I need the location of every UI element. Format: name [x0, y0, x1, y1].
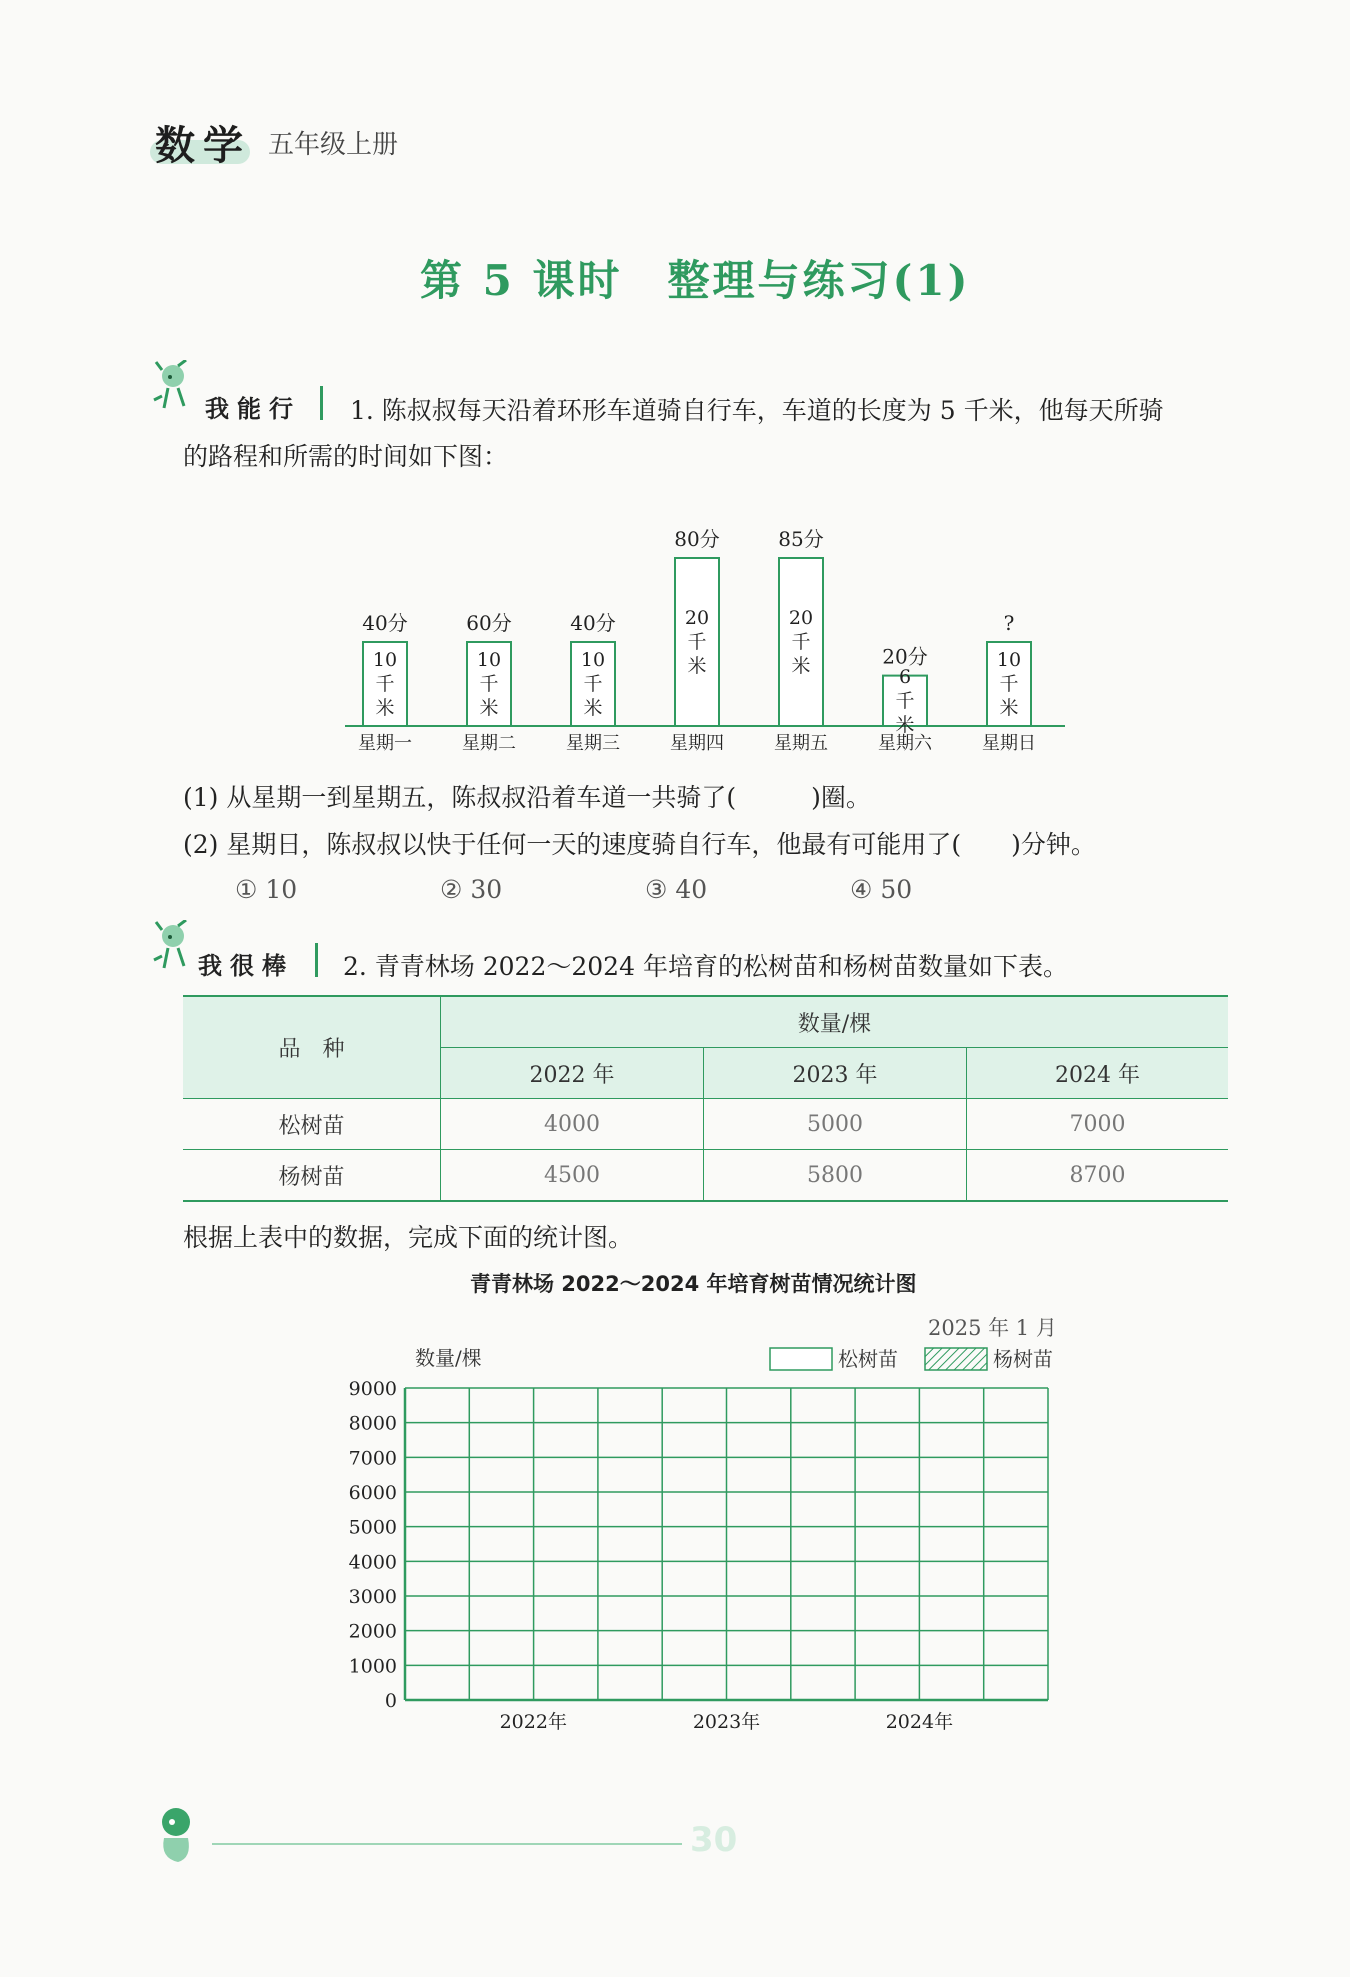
ride-distance-label: 千	[687, 631, 707, 653]
ride-distance-label: 米	[895, 713, 915, 736]
mascot-icon	[148, 920, 198, 980]
ride-distance-label: 千	[583, 673, 603, 695]
cell-value: 4000	[441, 1099, 704, 1150]
footer-mascot-icon	[148, 1800, 208, 1870]
ride-distance-label: 千	[791, 631, 811, 653]
seedling-chart	[330, 1340, 1090, 1760]
y-tick-label: 2000	[348, 1620, 397, 1643]
ride-distance-label: 10	[580, 649, 606, 671]
section1-tag-divider	[320, 386, 323, 420]
ride-distance-label: 10	[476, 649, 502, 671]
cell-value: 8700	[966, 1150, 1228, 1202]
question1-line1: 1. 陈叔叔每天沿着环形车道骑自行车，车道的长度为 5 千米，他每天所骑	[350, 396, 1164, 425]
subquestion-1: (1) 从星期一到星期五，陈叔叔沿着车道一共骑了( )圈。	[183, 783, 871, 812]
ride-distance-label: 20	[788, 607, 814, 629]
ride-day-label: 星期六	[878, 733, 932, 754]
legend-poplar-label: 杨树苗	[993, 1347, 1053, 1371]
x-tick-label: 2023年	[692, 1711, 761, 1733]
cell-value: 5000	[703, 1099, 966, 1150]
table-header-variety: 品 种	[183, 996, 441, 1099]
section1-tag: 我能行	[205, 395, 301, 423]
table-header-quantity: 数量/棵	[441, 996, 1229, 1048]
table-row	[183, 1150, 1228, 1202]
legend-pine-label: 松树苗	[838, 1347, 898, 1371]
footer-rule	[212, 1843, 682, 1845]
y-tick-label: 9000	[348, 1378, 397, 1400]
y-tick-label: 4000	[348, 1551, 397, 1574]
ride-distance-label: 米	[687, 655, 707, 677]
instruction-text: 根据上表中的数据，完成下面的统计图。	[183, 1223, 634, 1252]
chart-title: 青青林场 2022～2024 年培育树苗情况统计图	[470, 1272, 917, 1296]
subquestion-2: (2) 星期日，陈叔叔以快于任何一天的速度骑自行车，他最有可能用了( )分钟。	[183, 830, 1096, 859]
y-tick-label: 5000	[348, 1516, 397, 1539]
legend-pine-swatch	[770, 1348, 832, 1370]
x-tick-label: 2024年	[885, 1711, 954, 1733]
y-tick-label: 0	[384, 1690, 397, 1712]
mascot-icon	[148, 360, 198, 420]
cell-value: 4500	[441, 1150, 704, 1202]
table-row	[183, 1099, 1228, 1150]
subject-label: 数学	[155, 123, 251, 169]
ride-day-label: 星期二	[462, 733, 516, 754]
ride-distance-label: 20	[684, 607, 710, 629]
y-tick-label: 3000	[348, 1586, 397, 1608]
ride-time-label: 20分	[882, 644, 928, 669]
ride-day-label: 星期一	[358, 733, 412, 754]
question1-line2: 的路程和所需的时间如下图：	[183, 442, 509, 471]
ride-time-label: 60分	[466, 611, 512, 635]
y-tick-label: 6000	[348, 1482, 397, 1504]
ride-distance-label: 米	[479, 697, 499, 719]
option-2[interactable]: ② 30	[440, 875, 503, 904]
ride-distance-label: 米	[791, 655, 811, 677]
ride-day-label: 星期五	[774, 733, 828, 754]
ride-time-label: ?	[1003, 611, 1015, 635]
section2-tag: 我很棒	[198, 952, 294, 980]
section2-tag-divider	[315, 943, 318, 977]
ride-time-label: 80分	[674, 527, 720, 551]
cell-value: 7000	[966, 1099, 1228, 1150]
row-name: 杨树苗	[183, 1150, 441, 1202]
cell-value: 5800	[703, 1150, 966, 1202]
ride-day-label: 星期四	[670, 733, 724, 754]
y-tick-label: 8000	[348, 1412, 397, 1435]
chart-y-label: 数量/棵	[415, 1346, 482, 1370]
option-3[interactable]: ③ 40	[645, 875, 708, 904]
table-header-year: 2024 年	[966, 1048, 1228, 1099]
ride-time-label: 85分	[778, 527, 824, 551]
ride-distance-label: 10	[372, 649, 398, 671]
table-header-year: 2023 年	[703, 1048, 966, 1099]
row-name: 松树苗	[183, 1099, 441, 1150]
table-header-year: 2022 年	[441, 1048, 704, 1099]
ride-distance-label: 10	[996, 649, 1022, 671]
seedling-table	[183, 995, 1228, 1202]
chart-date: 2025 年 1 月	[928, 1316, 1057, 1340]
page-number: 30	[690, 1820, 738, 1860]
ride-distance-label: 米	[999, 697, 1019, 719]
grade-label: 五年级上册	[268, 130, 399, 160]
ride-distance-label: 米	[375, 697, 395, 719]
ride-distance-label: 千	[375, 673, 395, 695]
ride-day-label: 星期三	[566, 733, 620, 754]
ride-distance-label: 千	[479, 673, 499, 695]
ride-chart	[330, 480, 1080, 765]
option-4[interactable]: ④ 50	[850, 875, 913, 904]
lesson-title: 第 5 课时 整理与练习(1)	[420, 256, 971, 305]
ride-distance-label: 米	[583, 697, 603, 719]
ride-distance-label: 千	[999, 673, 1019, 695]
ride-time-label: 40分	[362, 611, 408, 635]
y-tick-label: 7000	[348, 1447, 397, 1470]
ride-day-label: 星期日	[982, 733, 1036, 754]
option-1[interactable]: ① 10	[235, 875, 298, 904]
x-tick-label: 2022年	[499, 1711, 567, 1733]
ride-distance-label: 千	[895, 689, 915, 712]
question2-text: 2. 青青林场 2022～2024 年培育的松树苗和杨树苗数量如下表。	[343, 952, 1068, 981]
ride-time-label: 40分	[570, 611, 616, 635]
ride-distance-label: 6	[898, 665, 912, 688]
legend-poplar-swatch	[925, 1348, 987, 1370]
y-tick-label: 1000	[348, 1655, 397, 1678]
